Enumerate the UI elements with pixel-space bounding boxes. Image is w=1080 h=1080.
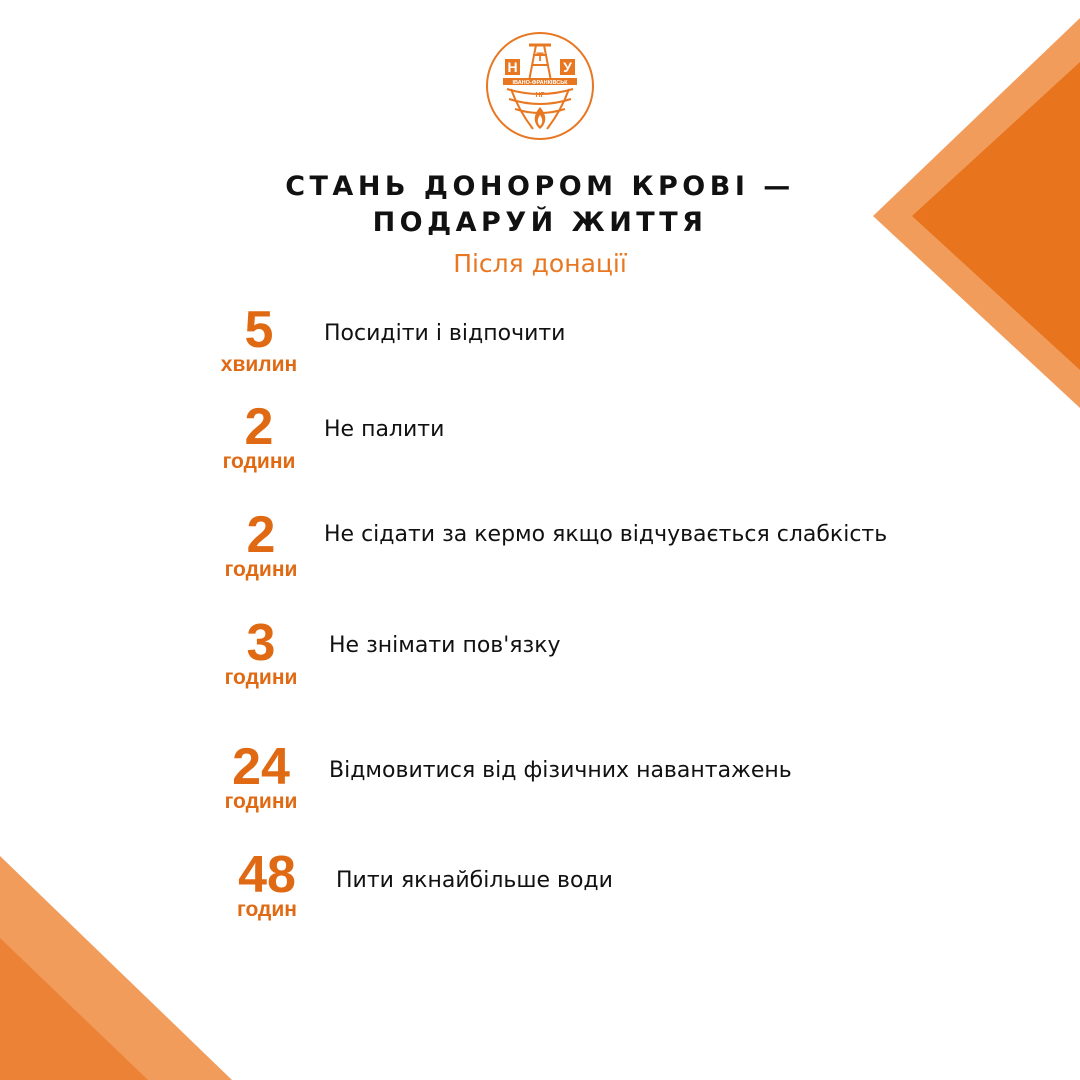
duration-unit: годин bbox=[237, 898, 297, 921]
duration-5-minutes bbox=[189, 301, 329, 376]
instruction-text: Відмовитися від фізичних навантажень bbox=[329, 758, 792, 783]
instruction-text: Не сідати за кермо якщо відчувається слабкість bbox=[324, 522, 888, 547]
instruction-text: Посидіти і відпочити bbox=[324, 321, 566, 346]
logo-letter-t: Т bbox=[536, 50, 544, 64]
duration-number: 3 bbox=[246, 614, 276, 672]
duration-2-hours bbox=[189, 398, 329, 473]
page-title-line-2: ПОДАРУЙ ЖИТТЯ bbox=[372, 207, 708, 238]
duration-number: 24 bbox=[232, 738, 290, 796]
duration-number: 2 bbox=[246, 506, 276, 564]
instruction-text: Не знімати пов'язку bbox=[329, 633, 561, 658]
duration-number: 2 bbox=[244, 398, 274, 456]
duration-3-hours bbox=[191, 614, 331, 689]
instruction-text: Не палити bbox=[324, 417, 445, 442]
logo-city-text: ІВАНО-ФРАНКІВСЬК bbox=[512, 80, 568, 86]
duration-unit: години bbox=[222, 450, 296, 473]
logo-letter-n: Н bbox=[507, 59, 518, 75]
logo-lower-letters: НГ bbox=[535, 92, 545, 99]
logo-letter-u: У bbox=[563, 59, 572, 75]
duration-unit: години bbox=[224, 558, 298, 581]
instruction-text: Пити якнайбільше води bbox=[336, 868, 613, 893]
page-subtitle: Після донації bbox=[453, 249, 627, 278]
duration-number: 5 bbox=[244, 301, 274, 359]
duration-48-hours bbox=[197, 846, 337, 921]
duration-unit: хвилин bbox=[220, 353, 298, 376]
page-title-line-1: СТАНЬ ДОНОРОМ КРОВІ — bbox=[285, 171, 795, 202]
duration-24-hours bbox=[191, 738, 331, 813]
duration-unit: години bbox=[224, 790, 298, 813]
duration-2-hours bbox=[191, 506, 331, 581]
university-emblem-icon bbox=[485, 31, 595, 141]
duration-unit: години bbox=[224, 666, 298, 689]
duration-number: 48 bbox=[238, 846, 296, 904]
